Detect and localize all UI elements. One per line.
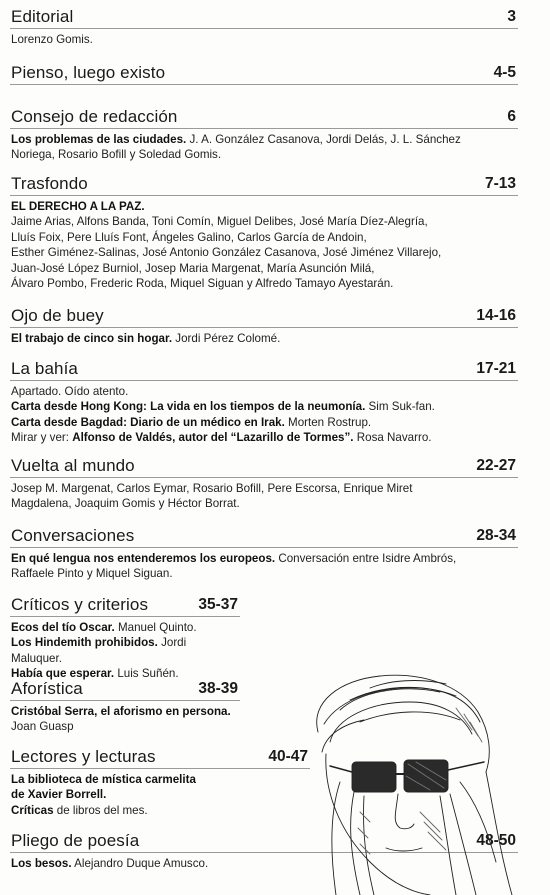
toc-section-conversaciones xyxy=(10,525,518,582)
section-page-range: 3 xyxy=(507,8,516,25)
contents-line xyxy=(11,331,518,346)
toc-section-pienso-luego-existo xyxy=(10,62,518,85)
article-authors: Apartado. Oído atento. xyxy=(11,385,129,398)
toc-section-criticos-y-criterios xyxy=(10,594,240,682)
contents-line xyxy=(11,199,518,214)
article-title: Carta desde Bagdad: Diario de un médico en Irak. xyxy=(11,415,285,429)
section-header xyxy=(10,746,310,769)
sketch-portrait-illustration xyxy=(300,662,550,895)
toc-section-consejo-de-redaccion xyxy=(10,106,518,163)
section-title: Consejo de redacción xyxy=(11,107,178,126)
section-contents xyxy=(10,551,518,582)
article-authors: Álvaro Pombo, Frederic Roda, Miquel Siguan y Alfredo Tamayo Ayestarán. xyxy=(11,277,394,291)
section-contents xyxy=(10,199,518,291)
contents-line xyxy=(11,147,518,162)
article-title: Los besos. xyxy=(11,857,72,870)
section-page-range: 38-39 xyxy=(198,680,238,697)
contents-line xyxy=(11,245,518,260)
article-title: Carta desde Hong Kong: La vida en los tiempos de la neumonía. xyxy=(11,400,366,414)
section-page-range: 48-50 xyxy=(476,832,516,849)
section-title: Trasfondo xyxy=(11,174,88,193)
article-authors: Jaime Arias, Alfons Banda, Toni Comín, Miguel Delibes, José María Díez-Alegría, xyxy=(11,215,428,229)
contents-line xyxy=(11,415,518,430)
section-page-range: 40-47 xyxy=(268,748,308,765)
contents-line xyxy=(11,566,518,581)
section-page-range: 22-27 xyxy=(476,457,516,474)
section-contents xyxy=(10,132,518,163)
article-authors: Sim Suk-fan. xyxy=(365,400,435,414)
section-contents xyxy=(10,620,240,682)
section-header xyxy=(10,525,518,548)
article-title: de Xavier Borrell. xyxy=(11,788,107,802)
toc-section-aforistica xyxy=(10,678,240,735)
section-page-range: 14-16 xyxy=(476,307,516,324)
section-title: Aforística xyxy=(11,679,83,698)
section-header xyxy=(10,678,240,701)
article-authors: Jordi Maluquer. xyxy=(11,636,187,665)
toc-section-trasfondo xyxy=(10,173,518,291)
section-title: Pliego de poesía xyxy=(11,831,140,850)
section-contents xyxy=(10,704,240,735)
contents-line xyxy=(11,214,518,229)
toc-section-ojo-de-buey xyxy=(10,305,518,346)
contents-line xyxy=(11,787,310,802)
article-authors: J. A. González Casanova, Jordi Delás, J. L. Sánchez xyxy=(186,133,461,146)
article-authors: Lorenzo Gomis. xyxy=(11,33,93,46)
section-title: Ojo de buey xyxy=(11,306,104,325)
article-authors: Jordi Pérez Colomé. xyxy=(172,332,281,345)
contents-line xyxy=(11,635,240,666)
section-contents xyxy=(10,481,518,512)
contents-line xyxy=(11,399,518,414)
section-contents xyxy=(10,384,518,446)
article-title: La biblioteca de mística carmelita xyxy=(11,773,196,786)
section-title: Críticos y criterios xyxy=(11,595,149,614)
section-header xyxy=(10,173,518,196)
contents-line xyxy=(11,551,518,566)
contents-line xyxy=(11,620,240,635)
toc-section-vuelta-al-mundo xyxy=(10,455,518,512)
article-authors: Magdalena, Joaquim Gomis y Héctor Borrat. xyxy=(11,497,240,511)
section-contents xyxy=(10,331,518,346)
article-authors: Mirar y ver: xyxy=(11,431,73,445)
article-authors: Conversación entre Isidre Ambrós, xyxy=(275,552,457,565)
article-title: Había que esperar. xyxy=(11,667,115,681)
section-title: Editorial xyxy=(11,7,74,26)
article-authors: Joan Guasp xyxy=(11,720,74,734)
section-title: Conversaciones xyxy=(11,526,135,545)
article-authors: Esther Giménez-Salinas, José Antonio González Casanova, José Jiménez Villarejo, xyxy=(11,246,442,260)
section-contents xyxy=(10,32,518,47)
section-contents xyxy=(10,772,310,818)
section-page-range: 28-34 xyxy=(476,527,516,544)
article-title: EL DERECHO A LA PAZ. xyxy=(11,200,145,213)
section-header xyxy=(10,6,518,29)
toc-section-la-bahia xyxy=(10,358,518,446)
contents-line xyxy=(11,496,518,511)
contents-line xyxy=(11,132,518,147)
article-title: Cristóbal Serra, el aforismo en persona. xyxy=(11,705,231,718)
section-page-range: 35-37 xyxy=(198,596,238,613)
article-authors: Juan-José López Burniol, Josep Maria Margenat, María Asunción Milá, xyxy=(11,261,375,275)
section-header xyxy=(10,305,518,328)
article-title: En qué lengua nos entenderemos los europeos. xyxy=(11,552,276,565)
article-title: Alfonso de Valdés, autor del “Lazarillo de Tormes”. xyxy=(72,431,354,445)
section-title: Pienso, luego existo xyxy=(11,63,166,82)
article-title: Los Hindemith prohibidos. xyxy=(11,636,158,650)
section-header xyxy=(10,106,518,129)
article-title: Ecos del tío Oscar. xyxy=(11,621,115,634)
article-authors: Josep M. Margenat, Carlos Eymar, Rosario Bofill, Pere Escorsa, Enrique Miret xyxy=(11,482,413,495)
article-title: Críticas xyxy=(11,803,54,817)
section-title: Lectores y lecturas xyxy=(11,747,156,766)
section-title: La bahía xyxy=(11,359,78,378)
section-page-range: 4-5 xyxy=(493,64,516,81)
contents-line xyxy=(11,430,518,445)
article-authors: Morten Rostrup. xyxy=(284,415,372,429)
contents-line xyxy=(11,276,518,291)
contents-line xyxy=(11,704,240,719)
section-page-range: 7-13 xyxy=(484,175,516,192)
article-authors: Lluís Foix, Pere Lluís Font, Ángeles Galino, Carlos García de Andoin, xyxy=(11,230,367,244)
article-authors: Rosa Navarro. xyxy=(353,431,432,445)
article-authors: de libros del mes. xyxy=(53,803,148,817)
contents-line xyxy=(11,772,310,787)
contents-line xyxy=(11,32,518,47)
section-header xyxy=(10,358,518,381)
section-page-range: 6 xyxy=(507,108,516,125)
article-title: El trabajo de cinco sin hogar. xyxy=(11,332,173,345)
section-header xyxy=(10,62,518,85)
section-title: Vuelta al mundo xyxy=(11,456,135,475)
article-authors: Luis Suñén. xyxy=(114,667,179,681)
toc-section-lectores-y-lecturas xyxy=(10,746,310,818)
section-header xyxy=(10,594,240,617)
contents-line xyxy=(11,803,310,818)
contents-line xyxy=(11,261,518,276)
article-authors: Raffaele Pinto y Miquel Siguan. xyxy=(11,567,173,581)
toc-section-editorial xyxy=(10,6,518,47)
article-authors: Alejandro Duque Amusco. xyxy=(71,857,209,870)
article-authors: Noriega, Rosario Bofill y Soledad Gomis. xyxy=(11,148,222,162)
contents-line xyxy=(11,719,240,734)
article-title: Los problemas de las ciudades. xyxy=(11,133,187,146)
contents-line xyxy=(11,481,518,496)
contents-line xyxy=(11,384,518,399)
article-authors: Manuel Quinto. xyxy=(114,621,197,634)
section-page-range: 17-21 xyxy=(476,360,516,377)
contents-line xyxy=(11,230,518,245)
section-header xyxy=(10,455,518,478)
